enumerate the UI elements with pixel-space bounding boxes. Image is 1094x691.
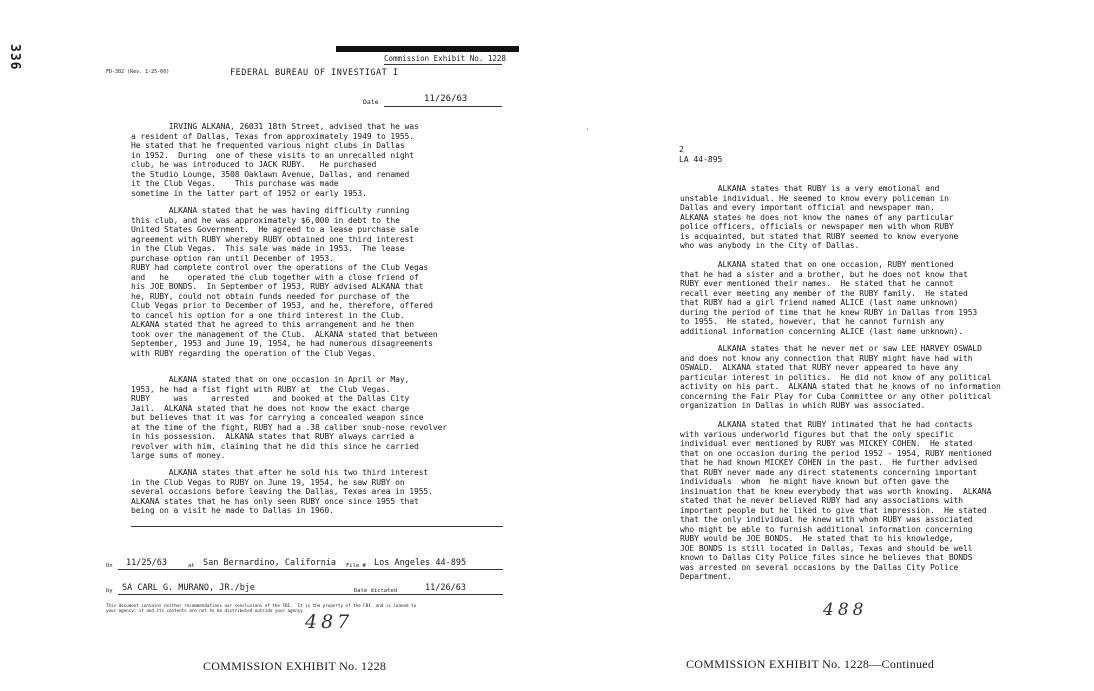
file-number: Los Angeles 44-895	[374, 558, 467, 568]
paragraph: IRVING ALKANA, 26031 18th Street, advised that he was a resident of Dallas, Texas from approximately 1949 to 1955. He stated that he frequented various night clubs in Dallas in 1952. During one of these visits to an unrecalled night club, he was introduced to JACK RUBY. He purchased the Studio Lounge, 3508 Oaklawn Avenue, Dallas, and renamed it the Club Vegas. This purchase was made sometime in the latter part of 1952 or early 1953.	[131, 122, 419, 198]
handwritten-number: 487	[305, 611, 354, 633]
paragraph: ALKANA states that he never met or saw LEE HARVEY OSWALD and does not know any connection that RUBY might have had with OSWALD. ALKANA stated that RUBY never appeared to have any particular interest in politics. He did not know of any political activity on his part. ALKANA stated that he knows of no information concerning the Fair Play for Cuba Committee or any other political organization in Dallas in which RUBY was associated.	[680, 344, 1001, 410]
divider	[131, 526, 503, 527]
exhibit-caption: COMMISSION EXHIBIT No. 1228	[203, 659, 387, 673]
by-label: by	[106, 588, 113, 594]
paragraph: ALKANA stated that he was having difficulty running this club, and he was approximately $6,000 in debt to the United States Government. He agreed to a lease purchase sale agreement with RUBY whereby RUBY obtained one third interest in the Club Vegas. This sale was made in 1953. The lease purchase option ran until December of 1953. RUBY had complete control over the operations of the Club Vegas and he operated the club together with a close friend of his JOE BONDS. In September of 1953, RUBY advised ALKANA that he, RUBY, could not obtain funds needed for purchase of the Club Vegas prior to December of 1953, and he, therefore, offered to cancel his option for a one third interest in the Club. ALKANA stated that he agreed to this arrangement and he then took over the management of the Club. ALKANA stated that between September, 1953 and June 19, 1954, he had numerous disagreements with RUBY regarding the operation of the Club Vegas.	[131, 206, 438, 358]
field-line	[118, 569, 503, 570]
date-value: 11/26/63	[424, 94, 468, 104]
field-line	[118, 594, 503, 595]
redaction-bar	[336, 46, 519, 52]
at-label: at	[188, 563, 195, 569]
handwritten-number: 488	[823, 600, 868, 620]
agency-heading: FEDERAL BUREAU OF INVESTIGAT I	[230, 68, 399, 78]
dictated-date: 11/26/63	[425, 583, 466, 593]
paragraph: ALKANA stated that on one occasion in April or May, 1953, he had a fist fight with RUBY at the Club Vegas. RUBY was arrested and booked at the Dallas City Jail. ALKANA stated that he does not know the exact charge but believes that it was for carrying a concealed weapon since at the time of the fight, RUBY had a .38 caliber snub-nose revolver in his possession. ALKANA states that RUBY always carried a revolver with him, claiming that he did this since he carried large sums of money.	[131, 375, 447, 460]
dictated-label: Date dictated	[354, 588, 398, 594]
file-label: File #	[346, 563, 366, 569]
page-number-continued: 2	[679, 145, 684, 154]
on-date: 11/25/63	[126, 558, 167, 568]
paragraph: ALKANA states that RUBY is a very emotional and unstable individual. He seemed to know every policeman in Dallas and every important official and newspaper man. ALKANA states he does not know the names of any particular police officers, officials or newspaper men with whom RUBY is acquainted, but stated that RUBY seemed to know everyone who was anybody in the City of Dallas.	[680, 184, 959, 250]
paragraph: ALKANA stated that RUBY intimated that he had contacts with various underworld figures but that the only specific individual ever mentioned by RUBY was MICKEY COHEN. He stated that on one occasion during the period 1952 - 1954, RUBY mentioned that he had known MICKEY COHEN in the past. He further advised that RUBY never made any direct statements concerning important individuals whom he might have known but often gave the insinuation that he knew everybody that was worth knowing. ALKANA stated that he never believed RUBY had any associations with important people but he liked to give that impression. He stated that the only individual he knew with whom RUBY was associated who might be able to furnish additional information concerning RUBY would be JOE BONDS. He stated that to his knowledge, JOE BONDS is still located in Dallas, Texas and should be well known to Dallas City Police files since he believes that BONDS was arrested on several occasions by the Dallas City Police Department.	[680, 420, 992, 581]
form-number: FD-302 (Rev. 1-25-60)	[106, 69, 170, 75]
disclaimer: This document contains neither recommendations nor conclusions of the FBI. It is the property of the FBI and is loaned to your agency; it and its contents are not to be distributed outside your agency.	[106, 603, 417, 613]
exhibit-caption: COMMISSION EXHIBIT No. 1228—Continued	[686, 657, 935, 671]
date-line	[384, 106, 502, 107]
exhibit-label: Commission Exhibit No. 1228	[384, 54, 506, 63]
agent-name: SA CARL G. MURANO, JR./bje	[122, 583, 256, 593]
location: San Bernardino, California	[203, 558, 337, 568]
paragraph: ALKANA states that after he sold his two third interest in the Club Vegas to RUBY on June 19, 1954, he saw RUBY on several occasions before leaving the Dallas, Texas area in 1955. ALKANA states that he has only seen RUBY once since 1955 that being on a visit he made to Dallas in 1960.	[131, 468, 433, 515]
on-label: On	[106, 563, 113, 569]
page-number: 336	[7, 44, 22, 71]
file-reference: LA 44-895	[679, 155, 723, 164]
margin-mark: '	[586, 128, 590, 135]
exhibit-underline	[384, 64, 502, 65]
date-label: Date	[363, 98, 379, 106]
paragraph: ALKANA stated that on one occasion, RUBY mentioned that he had a sister and a brother, but he does not know that RUBY ever mentioned their names. He stated that he cannot recall ever meeting any member of the RUBY family. He stated that RUBY had a girl friend named ALICE (last name unknown) during the period of time that he knew RUBY in Dallas from 1953 to 1955. He stated, however, that he cannot furnish any additional information concerning ALICE (last name unknown).	[680, 260, 978, 336]
